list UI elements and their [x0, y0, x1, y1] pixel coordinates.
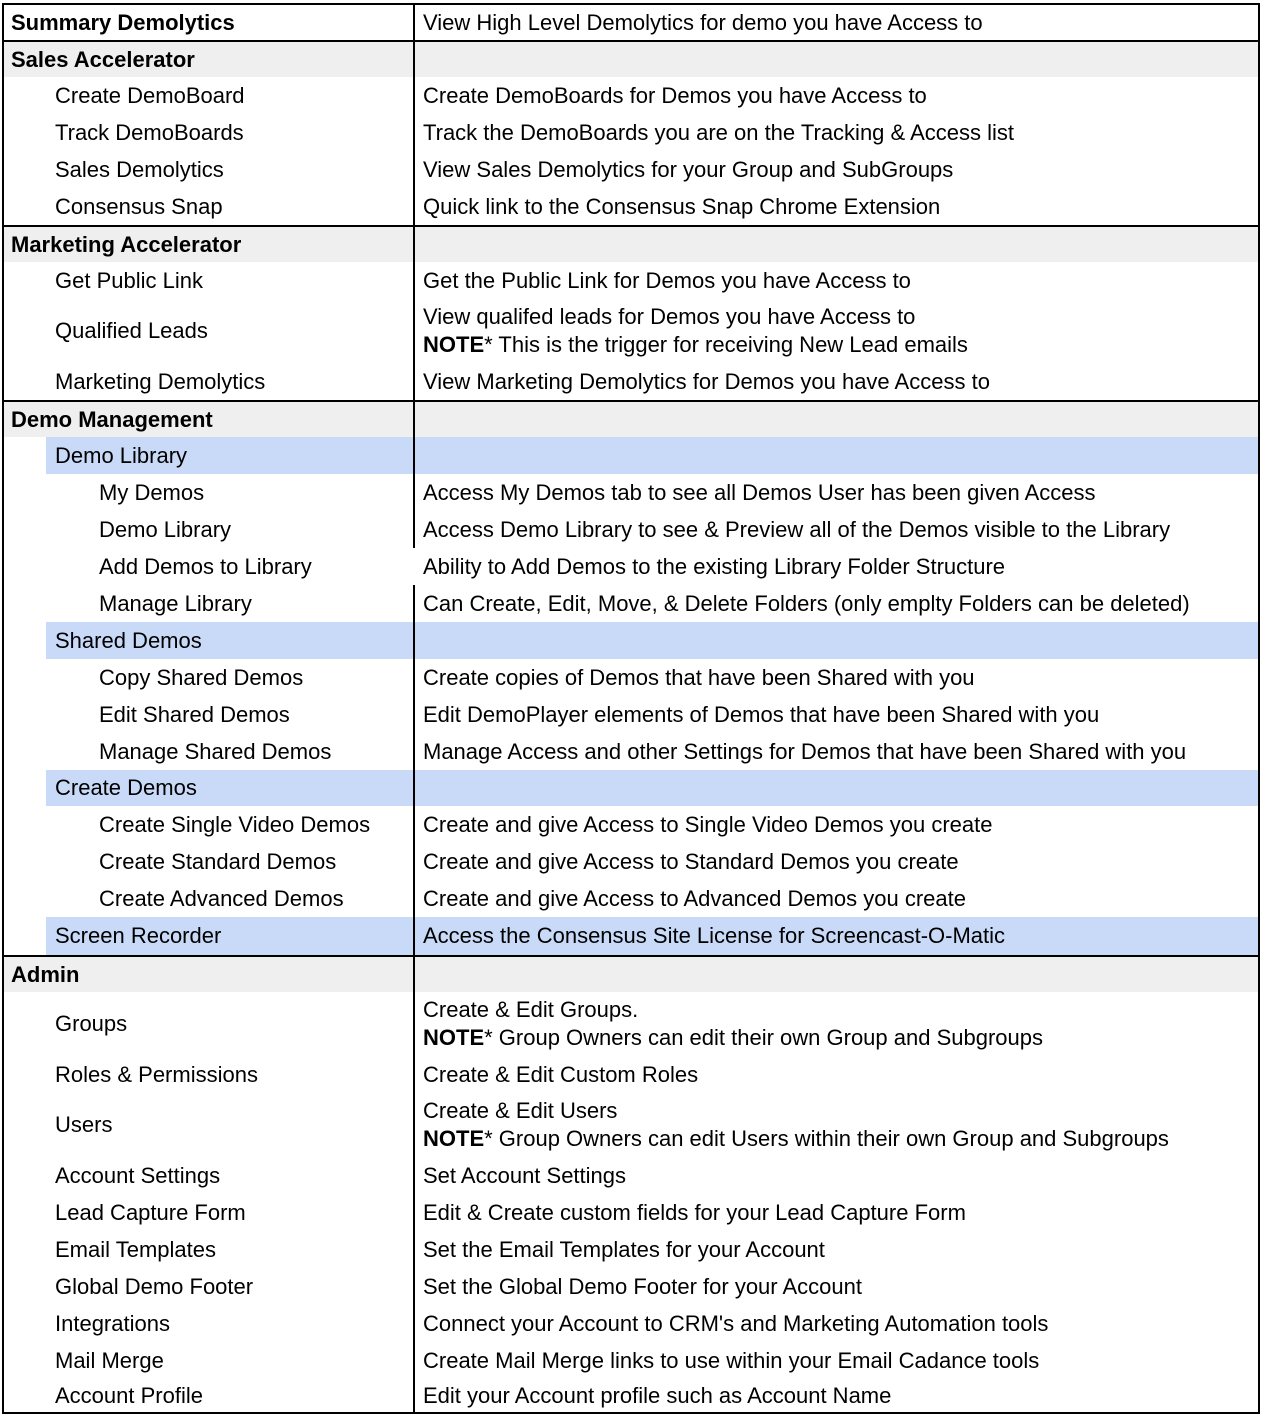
table-row — [2, 585, 1260, 622]
row-description: Create & Edit Users — [423, 1098, 618, 1123]
row-description: View Sales Demolytics for your Group and SubGroups — [423, 156, 954, 182]
table-row — [2, 1305, 1260, 1342]
row-label: Edit Shared Demos — [99, 701, 290, 727]
row-description: Create and give Access to Standard Demos you create — [423, 848, 959, 874]
table-row — [2, 151, 1260, 188]
row-description: Can Create, Edit, Move, & Delete Folders (only emplty Folders can be deleted) — [423, 590, 1190, 616]
table-row — [2, 363, 1260, 400]
subsection-shared-demos — [2, 622, 1260, 659]
row-description: Set the Email Templates for your Account — [423, 1236, 825, 1262]
table-row — [2, 77, 1260, 114]
row-label: Integrations — [55, 1310, 170, 1336]
row-description: Get the Public Link for Demos you have Access to — [423, 267, 911, 293]
row-label: Screen Recorder — [55, 923, 222, 948]
row-description: Create & Edit Groups. — [423, 997, 639, 1022]
row-description: Create & Edit Custom Roles — [423, 1061, 699, 1087]
row-description: Edit DemoPlayer elements of Demos that have been Shared with you — [423, 701, 1100, 727]
table-row — [2, 188, 1260, 225]
row-note — [423, 1024, 1043, 1052]
row-label: Email Templates — [55, 1236, 216, 1262]
row-description: Ability to Add Demos to the existing Library Folder Structure — [423, 553, 1006, 579]
table-row — [2, 1379, 1260, 1414]
section-title: Admin — [11, 961, 80, 987]
row-note — [423, 331, 968, 359]
row-label: Users — [55, 1112, 113, 1137]
table-row — [2, 880, 1260, 917]
row-label: Groups — [55, 1011, 128, 1036]
subsection-screen-recorder — [2, 917, 1260, 955]
row-description: Set Account Settings — [423, 1162, 627, 1188]
subsection-title: Demo Library — [55, 442, 188, 468]
row-description: Edit & Create custom fields for your Lead Capture Form — [423, 1199, 966, 1225]
row-label: Summary Demolytics — [11, 9, 235, 35]
section-sales-accelerator — [2, 40, 1260, 77]
row-label: Manage Library — [99, 590, 252, 616]
row-label: Track DemoBoards — [55, 119, 244, 145]
row-description: Manage Access and other Settings for Demos that have been Shared with you — [423, 738, 1187, 764]
row-label: Demo Library — [99, 516, 232, 542]
row-description: Create DemoBoards for Demos you have Access to — [423, 82, 927, 108]
table-row — [2, 299, 1260, 363]
section-title: Sales Accelerator — [11, 46, 195, 72]
table-row — [2, 548, 1260, 585]
table-row — [2, 992, 1260, 1056]
row-note — [423, 1125, 1169, 1153]
note-text: * Group Owners can edit Users within their own Group and Subgroups — [484, 1126, 1169, 1151]
permissions-table — [2, 3, 1260, 1414]
row-description: Edit your Account profile such as Account Name — [423, 1382, 892, 1408]
table-row — [2, 1342, 1260, 1379]
row-label: Copy Shared Demos — [99, 664, 304, 690]
row-label: Sales Demolytics — [55, 156, 224, 182]
row-description: Connect your Account to CRM's and Marketing Automation tools — [423, 1310, 1049, 1336]
row-label: Qualified Leads — [55, 318, 208, 343]
section-demo-management — [2, 400, 1260, 437]
row-summary-demolytics — [2, 3, 1260, 40]
table-row — [2, 262, 1260, 299]
row-description: Track the DemoBoards you are on the Tracking & Access list — [423, 119, 1015, 145]
table-row — [2, 843, 1260, 880]
table-row — [2, 1157, 1260, 1194]
row-label: Create DemoBoard — [55, 82, 245, 108]
row-label: Roles & Permissions — [55, 1061, 258, 1087]
row-description: Create and give Access to Single Video Demos you create — [423, 811, 993, 837]
section-title: Demo Management — [11, 406, 213, 432]
row-label: Add Demos to Library — [99, 553, 312, 579]
table-row — [2, 1093, 1260, 1157]
row-label: My Demos — [99, 479, 205, 505]
row-label: Create Single Video Demos — [99, 811, 371, 837]
row-label: Mail Merge — [55, 1347, 164, 1373]
table-row — [2, 806, 1260, 843]
note-label: NOTE — [423, 1126, 485, 1151]
subsection-title: Shared Demos — [55, 627, 202, 653]
row-description: Create copies of Demos that have been Shared with you — [423, 664, 975, 690]
row-label: Get Public Link — [55, 267, 203, 293]
row-description: Set the Global Demo Footer for your Account — [423, 1273, 863, 1299]
subsection-title: Create Demos — [55, 775, 197, 800]
row-description: Create and give Access to Advanced Demos you create — [423, 885, 966, 911]
row-description: View qualifed leads for Demos you have Access to — [423, 304, 916, 329]
table-row — [2, 1231, 1260, 1268]
row-label: Global Demo Footer — [55, 1273, 254, 1299]
row-label: Create Standard Demos — [99, 848, 337, 874]
note-label: NOTE — [423, 332, 485, 357]
row-description: Quick link to the Consensus Snap Chrome Extension — [423, 193, 941, 219]
row-description: Create Mail Merge links to use within your Email Cadance tools — [423, 1347, 1040, 1373]
table-row — [2, 1194, 1260, 1231]
table-row — [2, 114, 1260, 151]
subsection-create-demos — [2, 770, 1260, 806]
subsection-demo-library — [2, 437, 1260, 474]
row-description: View Marketing Demolytics for Demos you have Access to — [423, 368, 990, 394]
table-row — [2, 659, 1260, 696]
section-admin — [2, 955, 1260, 992]
table-row — [2, 1056, 1260, 1093]
note-text: * Group Owners can edit their own Group and Subgroups — [484, 1025, 1043, 1050]
table-row — [2, 474, 1260, 511]
row-description: Access My Demos tab to see all Demos User has been given Access — [423, 479, 1096, 505]
table-row — [2, 733, 1260, 770]
table-row — [2, 696, 1260, 733]
row-description: Access the Consensus Site License for Screencast-O-Matic — [423, 923, 1006, 948]
table-row — [2, 1268, 1260, 1305]
row-description: View High Level Demolytics for demo you have Access to — [423, 9, 983, 35]
row-label: Consensus Snap — [55, 193, 223, 219]
row-description: Access Demo Library to see & Preview all of the Demos visible to the Library — [423, 516, 1171, 542]
note-label: NOTE — [423, 1025, 485, 1050]
note-text: * This is the trigger for receiving New Lead emails — [484, 332, 968, 357]
row-label: Manage Shared Demos — [99, 738, 332, 764]
section-title: Marketing Accelerator — [11, 231, 242, 257]
table-row — [2, 511, 1260, 548]
row-label: Account Profile — [55, 1382, 203, 1408]
section-marketing-accelerator — [2, 225, 1260, 262]
row-label: Lead Capture Form — [55, 1199, 246, 1225]
row-label: Marketing Demolytics — [55, 368, 266, 394]
row-label: Create Advanced Demos — [99, 885, 344, 911]
row-label: Account Settings — [55, 1162, 221, 1188]
